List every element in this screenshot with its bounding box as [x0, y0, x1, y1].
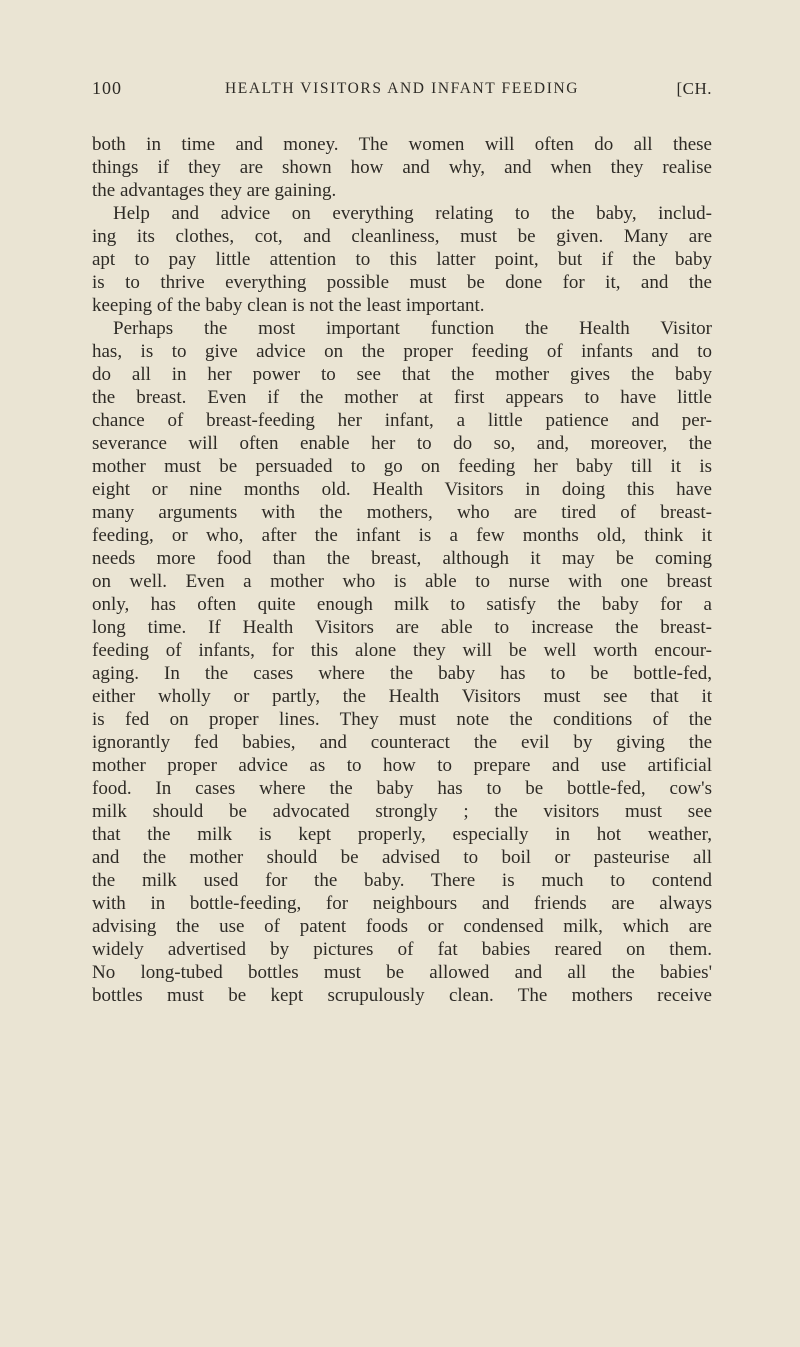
- text-line: mother proper advice as to how to prepare and use artificial: [92, 755, 712, 776]
- text-line: needs more food than the breast, although it may be coming: [92, 548, 712, 569]
- text-line: bottles must be kept scrupulously clean. The mothers receive: [92, 985, 712, 1006]
- text-line: with in bottle-feeding, for neighbours and friends are always: [92, 893, 712, 914]
- text-line: widely advertised by pictures of fat babies reared on them.: [92, 939, 712, 960]
- text-line: Help and advice on everything relating to the baby, includ-: [113, 203, 712, 224]
- text-line: both in time and money. The women will often do all these: [92, 134, 712, 155]
- text-line: the milk used for the baby. There is much to contend: [92, 870, 712, 891]
- paragraph: [92, 202, 712, 317]
- text-line: chance of breast-feeding her infant, a little patience and per-: [92, 410, 712, 431]
- text-line: the breast. Even if the mother at first appears to have little: [92, 387, 712, 408]
- text-line: is fed on proper lines. They must note the conditions of the: [92, 709, 712, 730]
- text-line: ing its clothes, cot, and cleanliness, must be given. Many are: [92, 226, 712, 247]
- text-line: advising the use of patent foods or condensed milk, which are: [92, 916, 712, 937]
- paragraph: [92, 133, 712, 202]
- text-line: long time. If Health Visitors are able to increase the breast-: [92, 617, 712, 638]
- text-line: do all in her power to see that the mother gives the baby: [92, 364, 712, 385]
- text-line: things if they are shown how and why, and when they realise: [92, 157, 712, 178]
- text-line: eight or nine months old. Health Visitors in doing this have: [92, 479, 712, 500]
- text-line: apt to pay little attention to this latter point, but if the baby: [92, 249, 712, 270]
- text-line: ignorantly fed babies, and counteract the evil by giving the: [92, 732, 712, 753]
- chapter-mark: [CH.: [676, 79, 712, 98]
- paragraph: [92, 317, 712, 1007]
- text-line: feeding of infants, for this alone they will be well worth encour-: [92, 640, 712, 661]
- text-line: Perhaps the most important function the Health Visitor: [113, 318, 712, 339]
- text-line: and the mother should be advised to boil or pasteurise all: [92, 847, 712, 868]
- text-line: many arguments with the mothers, who are tired of breast-: [92, 502, 712, 523]
- page-header: [92, 78, 712, 102]
- text-line: No long-tubed bottles must be allowed and all the babies': [92, 962, 712, 983]
- text-line: has, is to give advice on the proper feeding of infants and to: [92, 341, 712, 362]
- text-line: that the milk is kept properly, especially in hot weather,: [92, 824, 712, 845]
- page-number: 100: [92, 78, 122, 98]
- text-line: only, has often quite enough milk to satisfy the baby for a: [92, 594, 712, 615]
- text-line: milk should be advocated strongly ; the visitors must see: [92, 801, 712, 822]
- text-line: mother must be persuaded to go on feeding her baby till it is: [92, 456, 712, 477]
- text-line: either wholly or partly, the Health Visitors must see that it: [92, 686, 712, 707]
- text-line: aging. In the cases where the baby has to be bottle-fed,: [92, 663, 712, 684]
- text-line: feeding, or who, after the infant is a few months old, think it: [92, 525, 712, 546]
- text-line: the advantages they are gaining.: [92, 180, 337, 201]
- text-line: severance will often enable her to do so, and, moreover, the: [92, 433, 712, 454]
- text-line: food. In cases where the baby has to be bottle-fed, cow's: [92, 778, 712, 799]
- text-line: is to thrive everything possible must be done for it, and the: [92, 272, 712, 293]
- running-title: HEALTH VISITORS AND INFANT FEEDING: [224, 80, 580, 97]
- page-body: [92, 133, 712, 1007]
- text-line: on well. Even a mother who is able to nurse with one breast: [92, 571, 712, 592]
- text-line: keeping of the baby clean is not the least important.: [92, 295, 485, 316]
